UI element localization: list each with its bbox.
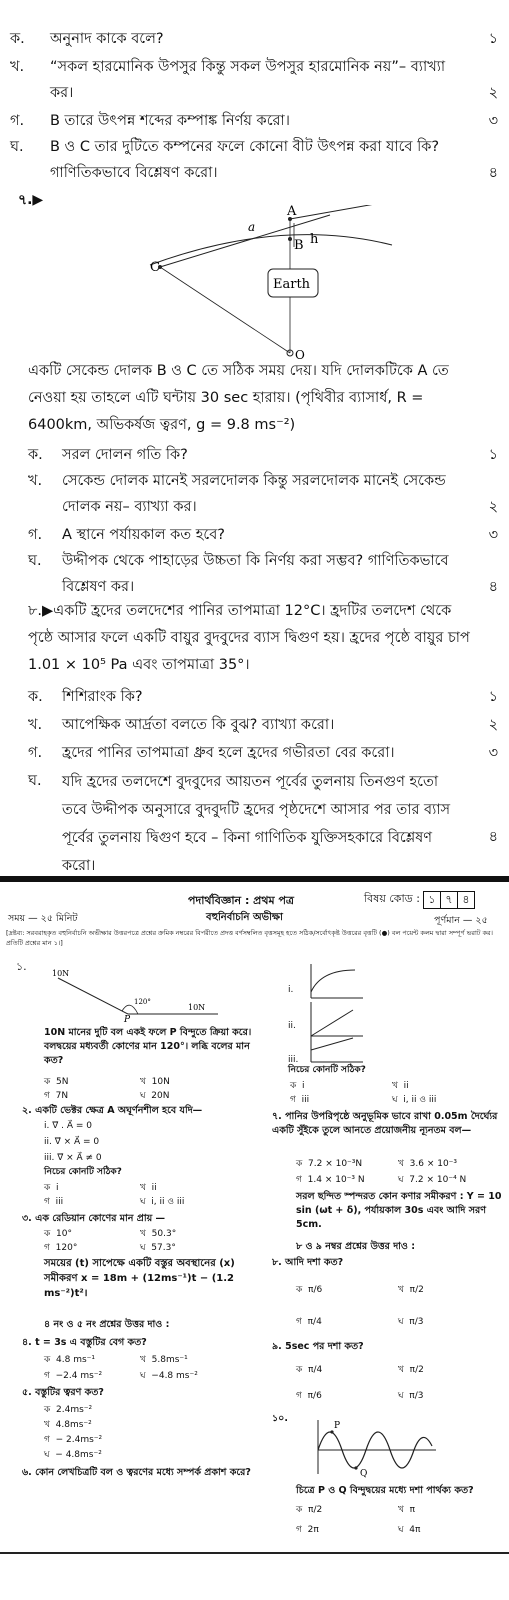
mcq7-text: ৭. পানির উপরিপৃষ্ঠে অনুভূমিক ভাবে রাখা 0.05m দৈর্ঘ্যের একটি সুঁইকে তুলে আনতে প্রয়োজনীয় ন্যূনতম বল—: [272, 1111, 498, 1136]
mcq5-opt-gha[interactable]: ঘ − 4.8ms⁻²: [44, 1450, 102, 1460]
mcq9-opt-gha[interactable]: ঘ π/3: [398, 1391, 424, 1401]
earth-surface-arc: [150, 235, 392, 265]
paper-title: পদার্থবিজ্ঞান : প্রথম পত্র: [188, 894, 294, 907]
wave-point-q: [354, 1466, 357, 1469]
mcq10-text: চিত্রে P ও Q বিন্দুদ্বয়ের মধ্যে দশা পার্থক্য কত?: [296, 1485, 474, 1496]
code-digit-3: ৪: [457, 891, 475, 909]
label-b: B: [294, 238, 304, 253]
stem-8-9-heading: ৮ ও ৯ নম্বর প্রশ্নের উত্তর দাও :: [296, 1241, 416, 1252]
horizontal-line: [290, 205, 392, 219]
instruction-note: [দ্রষ্টব্য: সরবরাহকৃত বহুনির্বাচনি অভীক্ষার উত্তরপত্রে প্রশ্নের ক্রমিক নম্বরের বিপরীতে প্রদত্ত বর্ণসম্বলিত বৃত্তসমূহ হতে সঠিক/সর্বোৎকৃষ্ট উত্তরের বৃত্তটি (●) বল পয়েন্ট কলম দ্বারা সম্পূর্ণ ভরাট কর। প্রতিটি প্রশ্নের মান ১।]: [6, 929, 493, 947]
paper-subtitle: বহুনির্বাচনি অভীক্ষা: [206, 912, 283, 923]
mcq2-text: ২. একটি ভেক্টর ক্ষেত্র A অঘূর্ণনশীল হবে যদি—: [22, 1105, 203, 1116]
mcq5-opt-ka[interactable]: ক 2.4ms⁻²: [44, 1405, 93, 1415]
mcq2-opt-gha[interactable]: ঘ i, ii ও iii: [140, 1197, 185, 1207]
point-b: [288, 237, 292, 241]
mcq5-opt-kha[interactable]: খ 4.8ms⁻²: [44, 1420, 92, 1430]
mcq10-opt-ga[interactable]: গ 2π: [296, 1525, 319, 1535]
mcq6-which: নিচের কোনটি সঠিক?: [288, 1065, 366, 1075]
graph-i-curve: [311, 970, 355, 992]
mcq5-text: ৫. বস্তুটির ত্বরণ কত?: [22, 1387, 104, 1398]
graph-label-ii: ii.: [288, 1021, 296, 1031]
mcq10-opt-kha[interactable]: খ π: [398, 1505, 416, 1515]
mcq7-opt-gha[interactable]: ঘ 7.2 × 10⁻⁴ N: [398, 1175, 467, 1185]
mcq9-opt-ka[interactable]: ক π/4: [296, 1365, 323, 1375]
bottom-rule: [0, 1552, 509, 1554]
angle-label: 120°: [134, 998, 151, 1006]
mcq8-opt-ka[interactable]: ক π/6: [296, 1285, 323, 1295]
mcq6-opt-ga[interactable]: গ iii: [290, 1095, 310, 1105]
mcq4-text: ৪. t = 3s এ বস্তুটির বেগ কত?: [22, 1337, 147, 1348]
mcq7-opt-ga[interactable]: গ 1.4 × 10⁻³ N: [296, 1175, 365, 1185]
full-marks: পূর্ণমান — ২৫: [434, 915, 488, 926]
mcq2-opt-ka[interactable]: ক i: [44, 1183, 59, 1193]
mcq9-opt-kha[interactable]: খ π/2: [398, 1365, 424, 1375]
label-h: h: [310, 232, 319, 247]
mcq6-opt-gha[interactable]: ঘ i, ii ও iii: [392, 1095, 437, 1105]
code-digit-2: ৭: [440, 891, 458, 909]
graph-label-i: i.: [288, 985, 294, 995]
label-a: A: [287, 205, 297, 219]
code-digit-1: ১: [423, 891, 441, 909]
subject-code-label: বিষয় কোড :: [364, 892, 420, 905]
mountain-slope-line: [160, 215, 330, 267]
mcq2-stmt-1: i. ∇⃗ . A⃗ = 0: [44, 1121, 92, 1131]
subject-code: [364, 890, 475, 909]
mcq2-opt-kha[interactable]: খ ii: [140, 1183, 157, 1193]
mcq4-opt-ka[interactable]: ক 4.8 ms⁻¹: [44, 1355, 96, 1365]
mcq5-opt-ga[interactable]: গ − 2.4ms⁻²: [44, 1435, 103, 1445]
mcq9-text: ৯. 5sec পর দশা কত?: [272, 1341, 364, 1352]
mcq7-opt-kha[interactable]: খ 3.6 × 10⁻³: [398, 1159, 458, 1169]
mcq3-opt-ga[interactable]: গ 120°: [44, 1243, 78, 1253]
wave-label-q: Q: [360, 1469, 368, 1479]
earth-label: Earth: [273, 277, 311, 292]
mcq1-opt-gha[interactable]: ঘ 20N: [140, 1091, 170, 1101]
mcq10-opt-gha[interactable]: ঘ 4π: [398, 1525, 421, 1535]
mcq1-text: 10N মানের দুটি বল একই ফলে P বিন্দুতে ক্রিয়া করে। বলদ্বয়ের মধ্যবর্তী কোণের মান 120°। লব্ধি বলের মান কত?: [44, 1027, 252, 1066]
label-c: C: [150, 260, 160, 275]
mcq4-opt-kha[interactable]: খ 5.8ms⁻¹: [140, 1355, 188, 1365]
label-o: O: [295, 348, 305, 362]
stem-4-5: সময়ের (t) সাপেক্ষে একটি বস্তুর অবস্থানের (x) সমীকরণ x = 18m + (12ms⁻¹)t − (1.2 ms⁻²)t²।: [44, 1258, 235, 1299]
mcq8-text: ৮. আদি দশা কত?: [272, 1257, 344, 1268]
mcq8-opt-gha[interactable]: ঘ π/3: [398, 1317, 424, 1327]
mcq4-opt-gha[interactable]: ঘ −4.8 ms⁻²: [140, 1371, 198, 1381]
graph-iii: [305, 1030, 365, 1066]
mcq2-opt-ga[interactable]: গ iii: [44, 1197, 64, 1207]
mcq6-opt-ka[interactable]: ক i: [290, 1081, 305, 1091]
wave-diagram: [300, 1416, 440, 1480]
mcq8-opt-kha[interactable]: খ π/2: [398, 1285, 424, 1295]
mcq3-opt-kha[interactable]: খ 50.3°: [140, 1229, 177, 1239]
mcq1-opt-kha[interactable]: খ 10N: [140, 1077, 170, 1087]
mcq6-text: ৬. কোন লেখচিত্রটি বল ও ত্বরণের মধ্যে সম্পর্ক প্রকাশ করে?: [22, 1467, 251, 1478]
earth-mountain-diagram: [130, 205, 400, 365]
mcq2-which: নিচের কোনটি সঠিক?: [44, 1167, 122, 1177]
graph-label-iii: iii.: [288, 1055, 299, 1065]
mcq10-opt-ka[interactable]: ক π/2: [296, 1505, 323, 1515]
mcq10-number: ১০.: [272, 1413, 288, 1424]
q7-number: ৭.▶: [18, 192, 44, 208]
mcq9-opt-ga[interactable]: গ π/6: [296, 1391, 322, 1401]
stem-4-5-heading: ৪ নং ও ৫ নং প্রশ্নের উত্তর দাও :: [44, 1319, 170, 1330]
mcq1-opt-ga[interactable]: গ 7N: [44, 1091, 69, 1101]
mcq8-opt-ga[interactable]: গ π/4: [296, 1317, 322, 1327]
mcq1-opt-ka[interactable]: ক 5N: [44, 1077, 69, 1087]
mcq2-stmt-3: iii. ∇⃗ × A⃗ ≠ 0: [44, 1153, 102, 1163]
force-label-1: 10N: [52, 969, 70, 978]
point-p-label: P: [124, 1015, 131, 1022]
time-allowed: সময় — ২৫ মিনিট: [8, 913, 78, 924]
mcq3-text: ৩. এক রেডিয়ান কোণের মান প্রায় —: [22, 1213, 165, 1224]
q8-stem: ৮.▶একটি হ্রদের তলদেশের পানির তাপমাত্রা 12°C। হ্রদটির তলদেশ থেকে পৃষ্ঠে আসার ফলে একটি বায়ুর বুদবুদের ব্যাস দ্বিগুণ হয়। হ্রদের পৃষ্ঠে বায়ুর চাপ 1.01 × 10⁵ Pa এবং তাপমাত্রা 35°।: [28, 603, 470, 673]
force-vector-1: [58, 978, 128, 1014]
force-diagram: [38, 958, 228, 1022]
graph-i: [305, 962, 365, 1002]
mcq3-opt-ka[interactable]: ক 10°: [44, 1229, 72, 1239]
force-label-2: 10N: [188, 1003, 206, 1012]
graph-iii-line: [311, 1038, 353, 1050]
mcq7-opt-ka[interactable]: ক 7.2 × 10⁻³N: [296, 1159, 363, 1169]
mcq2-stmt-2: ii. ∇⃗ × A⃗ = 0: [44, 1137, 100, 1147]
mcq4-opt-ga[interactable]: গ −2.4 ms⁻²: [44, 1371, 103, 1381]
label-a-small: a: [248, 220, 256, 234]
mcq6-opt-kha[interactable]: খ ii: [392, 1081, 409, 1091]
q7-stem: একটি সেকেন্ড দোলক B ও C তে সঠিক সময় দেয়। যদি দোলকটিকে A তে নেওয়া হয় তাহলে এটি ঘন্টায় 30 sec হারায়। (পৃথিবীর ব্যাসার্ধ, R = 6400km, অভিকর্ষজ ত্বরণ, g = 9.8 ms⁻²): [28, 363, 449, 433]
wave-label-p: P: [334, 1421, 341, 1431]
section-divider: [0, 876, 509, 882]
mcq3-opt-gha[interactable]: ঘ 57.3°: [140, 1243, 176, 1253]
mcq1-number: ১.: [16, 960, 27, 973]
stem-8-9: সরল ছন্দিত স্পন্দরত কোন কণার সমীকরণ : Y = 10 sin (ωt + δ), পর্যায়কাল 30s এবং আদি সরণ 5cm.: [296, 1191, 502, 1230]
